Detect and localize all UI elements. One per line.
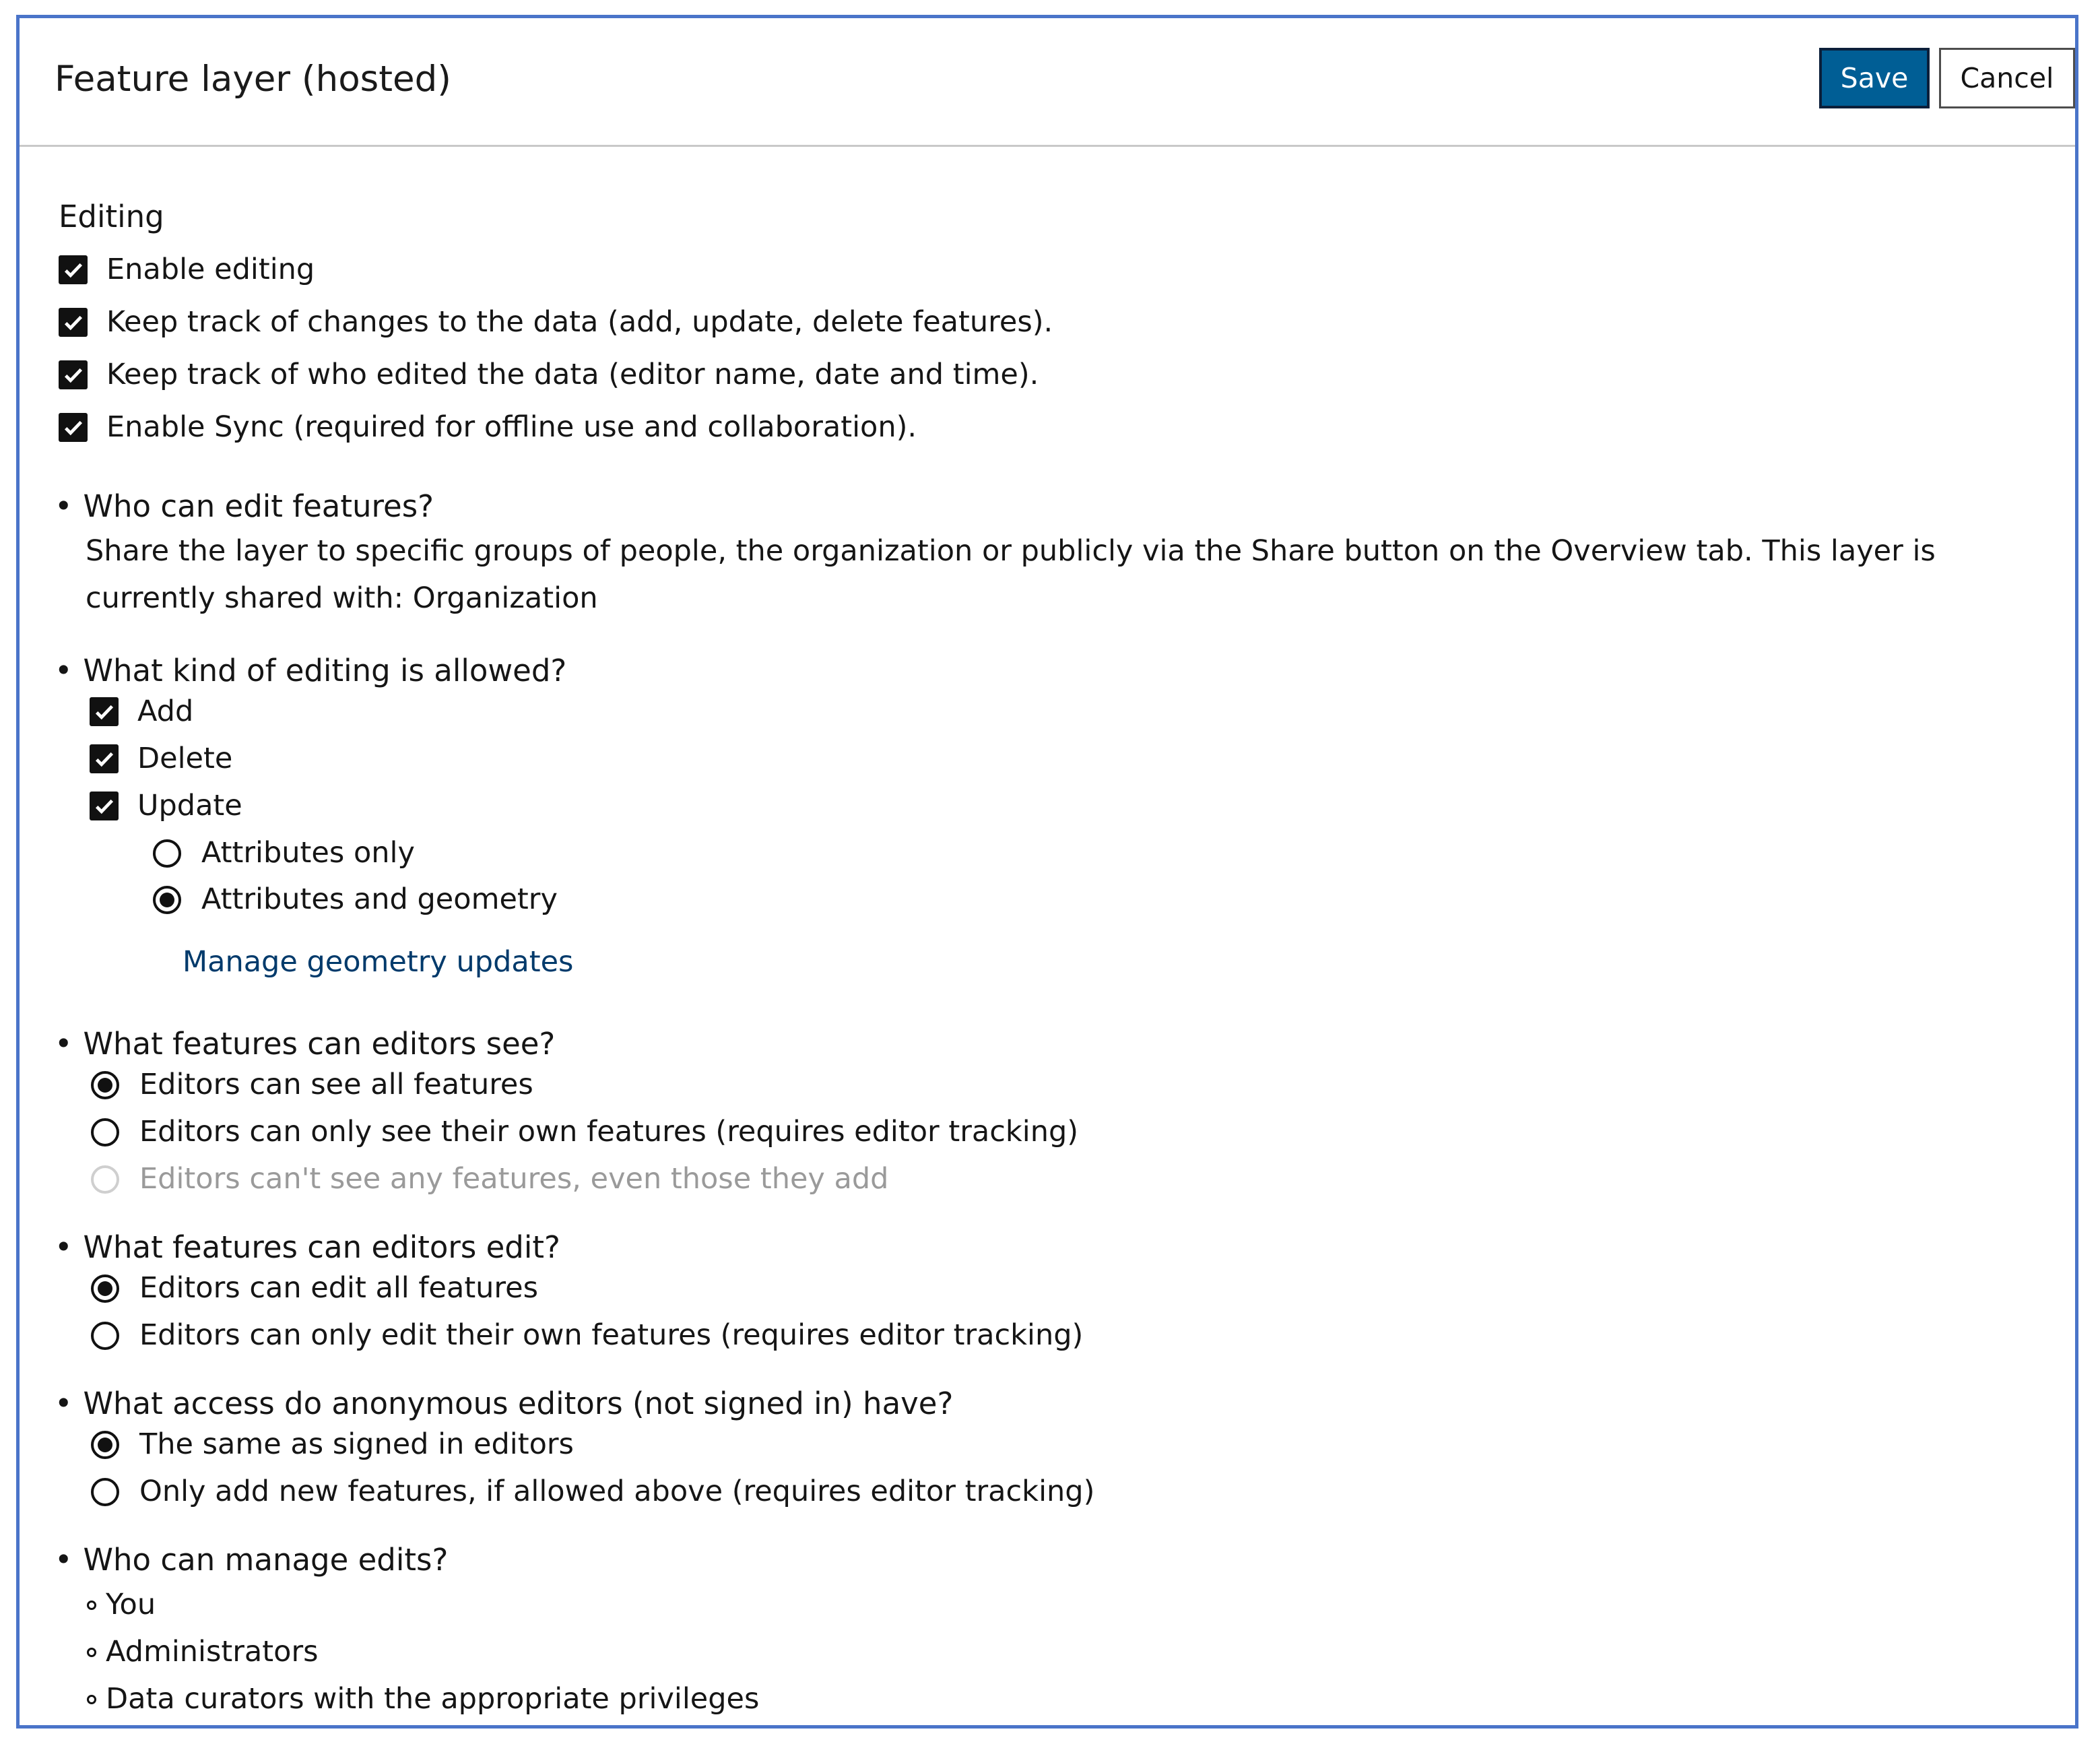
hollow-circle-bullet-icon: [87, 1648, 96, 1657]
option-label: Add: [137, 695, 194, 728]
question-text: What features can editors see?: [83, 1026, 556, 1062]
checkmark-icon: [62, 416, 85, 439]
list-item: [87, 1590, 156, 1619]
see-own-features-option[interactable]: [91, 1115, 1079, 1149]
attributes-and-geometry-radio[interactable]: [153, 886, 181, 914]
see-no-features-option: [91, 1162, 889, 1196]
enable-sync-checkbox[interactable]: [59, 413, 88, 442]
same-as-signed-in-radio[interactable]: [91, 1431, 119, 1459]
option-label: Attributes and geometry: [201, 882, 558, 916]
see-all-features-option[interactable]: [91, 1070, 533, 1099]
delete-checkbox[interactable]: [90, 744, 119, 773]
option-label: Enable editing: [106, 253, 315, 286]
option-label: Editors can see all features: [139, 1068, 533, 1101]
option-label: Editors can edit all features: [139, 1271, 539, 1305]
update-checkbox[interactable]: [90, 792, 119, 820]
list-item: [87, 1682, 760, 1716]
option-label: Editors can't see any features, even those they add: [139, 1162, 889, 1196]
see-no-features-radio: [91, 1165, 119, 1194]
edit-all-features-radio[interactable]: [91, 1274, 119, 1303]
edit-own-features-option[interactable]: [91, 1318, 1084, 1352]
save-button[interactable]: Save: [1819, 48, 1930, 108]
checkmark-icon: [62, 364, 85, 387]
editing-heading: Editing: [59, 199, 164, 234]
list-item-label: You: [106, 1588, 156, 1621]
attributes-and-geometry-option[interactable]: [153, 882, 558, 916]
bullet: •: [55, 1542, 73, 1578]
question-text: What access do anonymous editors (not signed in) have?: [83, 1386, 954, 1421]
question-text: Who can manage edits?: [83, 1542, 449, 1578]
option-label: Keep track of who edited the data (editor name, date and time).: [106, 358, 1039, 391]
enable-sync-option[interactable]: [59, 410, 917, 444]
enable-editing-option[interactable]: [59, 255, 315, 284]
bullet: •: [55, 653, 73, 688]
bullet: •: [55, 1386, 73, 1421]
list-item-label: Administrators: [106, 1635, 319, 1669]
attributes-only-radio[interactable]: [153, 839, 181, 868]
page-title: Feature layer (hosted): [55, 59, 451, 100]
option-label: Only add new features, if allowed above (requires editor tracking): [139, 1475, 1095, 1508]
question-text: Who can edit features?: [83, 488, 434, 524]
list-item-label: Data curators with the appropriate privileges: [106, 1682, 760, 1716]
only-add-new-option[interactable]: [91, 1477, 1094, 1506]
track-editors-checkbox[interactable]: [59, 360, 88, 389]
option-label: Attributes only: [201, 836, 415, 870]
track-changes-checkbox[interactable]: [59, 308, 88, 337]
update-option[interactable]: [90, 789, 242, 822]
add-option[interactable]: [90, 697, 193, 726]
track-changes-option[interactable]: [59, 305, 1053, 339]
checkmark-icon: [93, 795, 116, 818]
checkmark-icon: [62, 311, 85, 334]
option-label: Delete: [137, 742, 233, 775]
option-label: Editors can only edit their own features (requires editor tracking): [139, 1318, 1084, 1352]
same-as-signed-in-option[interactable]: [91, 1427, 574, 1461]
checkmark-icon: [62, 259, 85, 282]
edit-own-features-radio[interactable]: [91, 1322, 119, 1350]
feature-layer-settings-dialog: [16, 15, 2078, 1729]
edit-all-features-option[interactable]: [91, 1271, 539, 1305]
track-editors-option[interactable]: [59, 360, 1039, 389]
option-label: Enable Sync (required for offline use and collaboration).: [106, 410, 917, 444]
bullet: •: [55, 488, 73, 524]
attributes-only-option[interactable]: [153, 836, 415, 870]
option-label: Keep track of changes to the data (add, update, delete features).: [106, 305, 1053, 339]
manage-geometry-updates-link[interactable]: Manage geometry updates: [183, 945, 574, 979]
option-label: Editors can only see their own features (requires editor tracking): [139, 1115, 1079, 1149]
kind-of-editing-question: [55, 653, 566, 688]
cancel-button[interactable]: Cancel: [1939, 48, 2075, 108]
only-add-new-radio[interactable]: [91, 1478, 119, 1506]
who-can-edit-question: [55, 488, 434, 524]
see-own-features-radio[interactable]: [91, 1118, 119, 1146]
checkmark-icon: [93, 701, 116, 723]
features-see-question: [55, 1026, 555, 1062]
sharing-description: Share the layer to specific groups of people, the organization or publicly via the Share button on the Overview tab. This layer is currently shared with: Organization: [86, 534, 1936, 615]
delete-option[interactable]: [90, 744, 232, 773]
add-checkbox[interactable]: [90, 697, 119, 726]
see-all-features-radio[interactable]: [91, 1071, 119, 1099]
hollow-circle-bullet-icon: [87, 1601, 96, 1610]
question-text: What features can editors edit?: [83, 1229, 560, 1265]
option-label: Update: [137, 789, 242, 822]
question-text: What kind of editing is allowed?: [83, 653, 567, 688]
bullet: •: [55, 1229, 73, 1265]
dialog-header: [20, 18, 2075, 147]
checkmark-icon: [93, 748, 116, 771]
hollow-circle-bullet-icon: [87, 1695, 96, 1704]
option-label: The same as signed in editors: [139, 1427, 574, 1461]
anonymous-access-question: [55, 1386, 953, 1421]
features-edit-question: [55, 1229, 560, 1265]
bullet: •: [55, 1026, 73, 1062]
list-item: [87, 1635, 319, 1669]
manage-edits-question: [55, 1542, 448, 1578]
enable-editing-checkbox[interactable]: [59, 255, 88, 284]
